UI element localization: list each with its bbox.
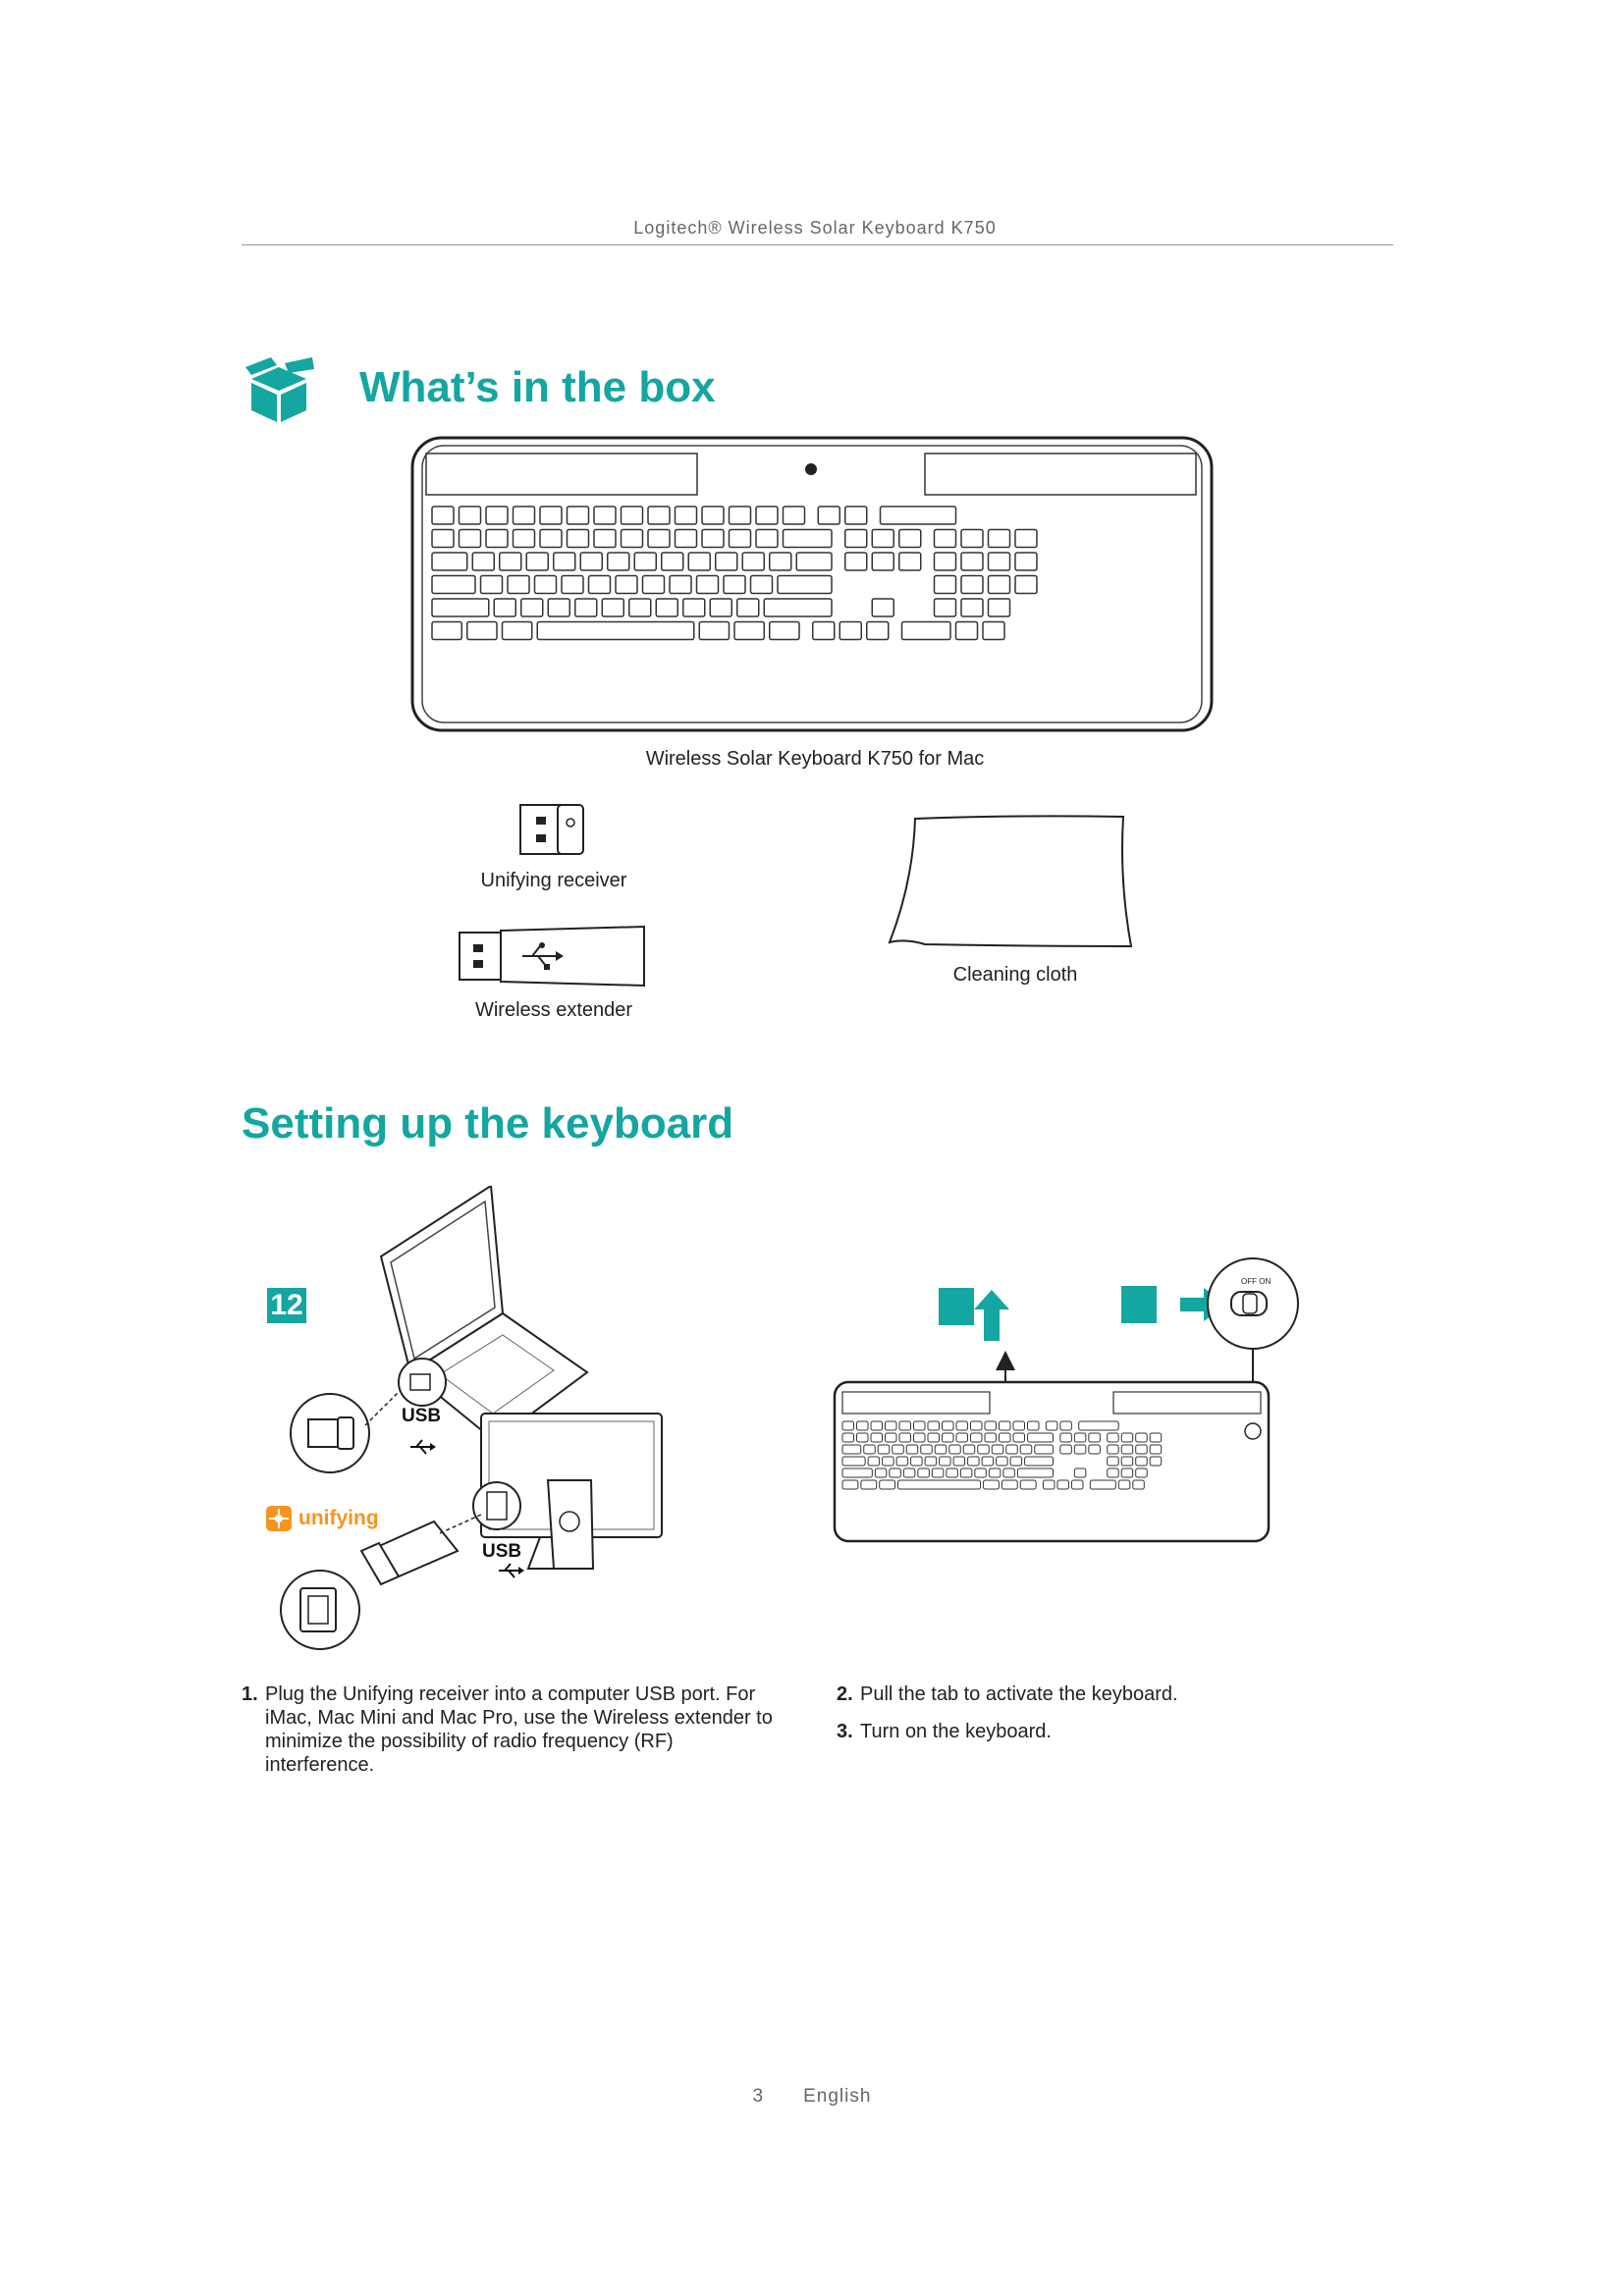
keyboard-small [835, 1382, 1269, 1541]
unifying-logo-icon [266, 1506, 292, 1531]
step-1-number: 1. [242, 1683, 258, 1705]
usb-label-imac: USB [482, 1541, 522, 1562]
step-2-number: 2. [837, 1683, 853, 1705]
section-heading-box: What’s in the box [359, 363, 716, 411]
setup-usb-illustration [263, 1186, 676, 1655]
usb-label-laptop: USB [402, 1406, 442, 1426]
section-heading-setup: Setting up the keyboard [242, 1099, 734, 1148]
step-3-number: 3. [837, 1721, 853, 1742]
step-1-text: Plug the Unifying receiver into a computer USB port. For iMac, Mac Mini and Mac Pro, use the Wireless extender to minimize the possibility of radio frequency (RF) interference. [265, 1683, 773, 1776]
running-header: Logitech® Wireless Solar Keyboard K750 [633, 218, 997, 238]
page-footer [0, 2086, 1624, 2108]
step-1 [242, 1682, 791, 1777]
logitech-logo-icon [805, 463, 817, 475]
wireless-extender-illustration [458, 925, 648, 988]
step2-marker [939, 1288, 974, 1325]
cloth-caption: Cleaning cloth [952, 964, 1078, 986]
footer-language: English [803, 2086, 872, 2107]
setup-activate-illustration [831, 1249, 1302, 1553]
page-number: 3 [752, 2086, 765, 2107]
receiver-caption: Unifying receiver [480, 870, 627, 891]
keyboard-caption: Wireless Solar Keyboard K750 for Mac [645, 748, 985, 770]
step-2-text: Pull the tab to activate the keyboard. [860, 1683, 1178, 1705]
header-divider [242, 244, 1393, 245]
step3-marker [1121, 1286, 1157, 1323]
cleaning-cloth-illustration [886, 813, 1139, 956]
box-icon [242, 355, 316, 424]
step-3 [837, 1720, 1347, 1743]
switch-label: OFF ON [1241, 1277, 1272, 1286]
pull-tab-arrow-icon [974, 1290, 1009, 1341]
unifying-receiver-illustration [518, 803, 587, 858]
keyboard-illustration [410, 436, 1214, 732]
step-2 [837, 1682, 1347, 1706]
unifying-label: unifying [298, 1507, 379, 1529]
step-3-text: Turn on the keyboard. [860, 1721, 1052, 1742]
step-badge: 12 [267, 1288, 306, 1323]
extender-caption: Wireless extender [474, 999, 633, 1021]
